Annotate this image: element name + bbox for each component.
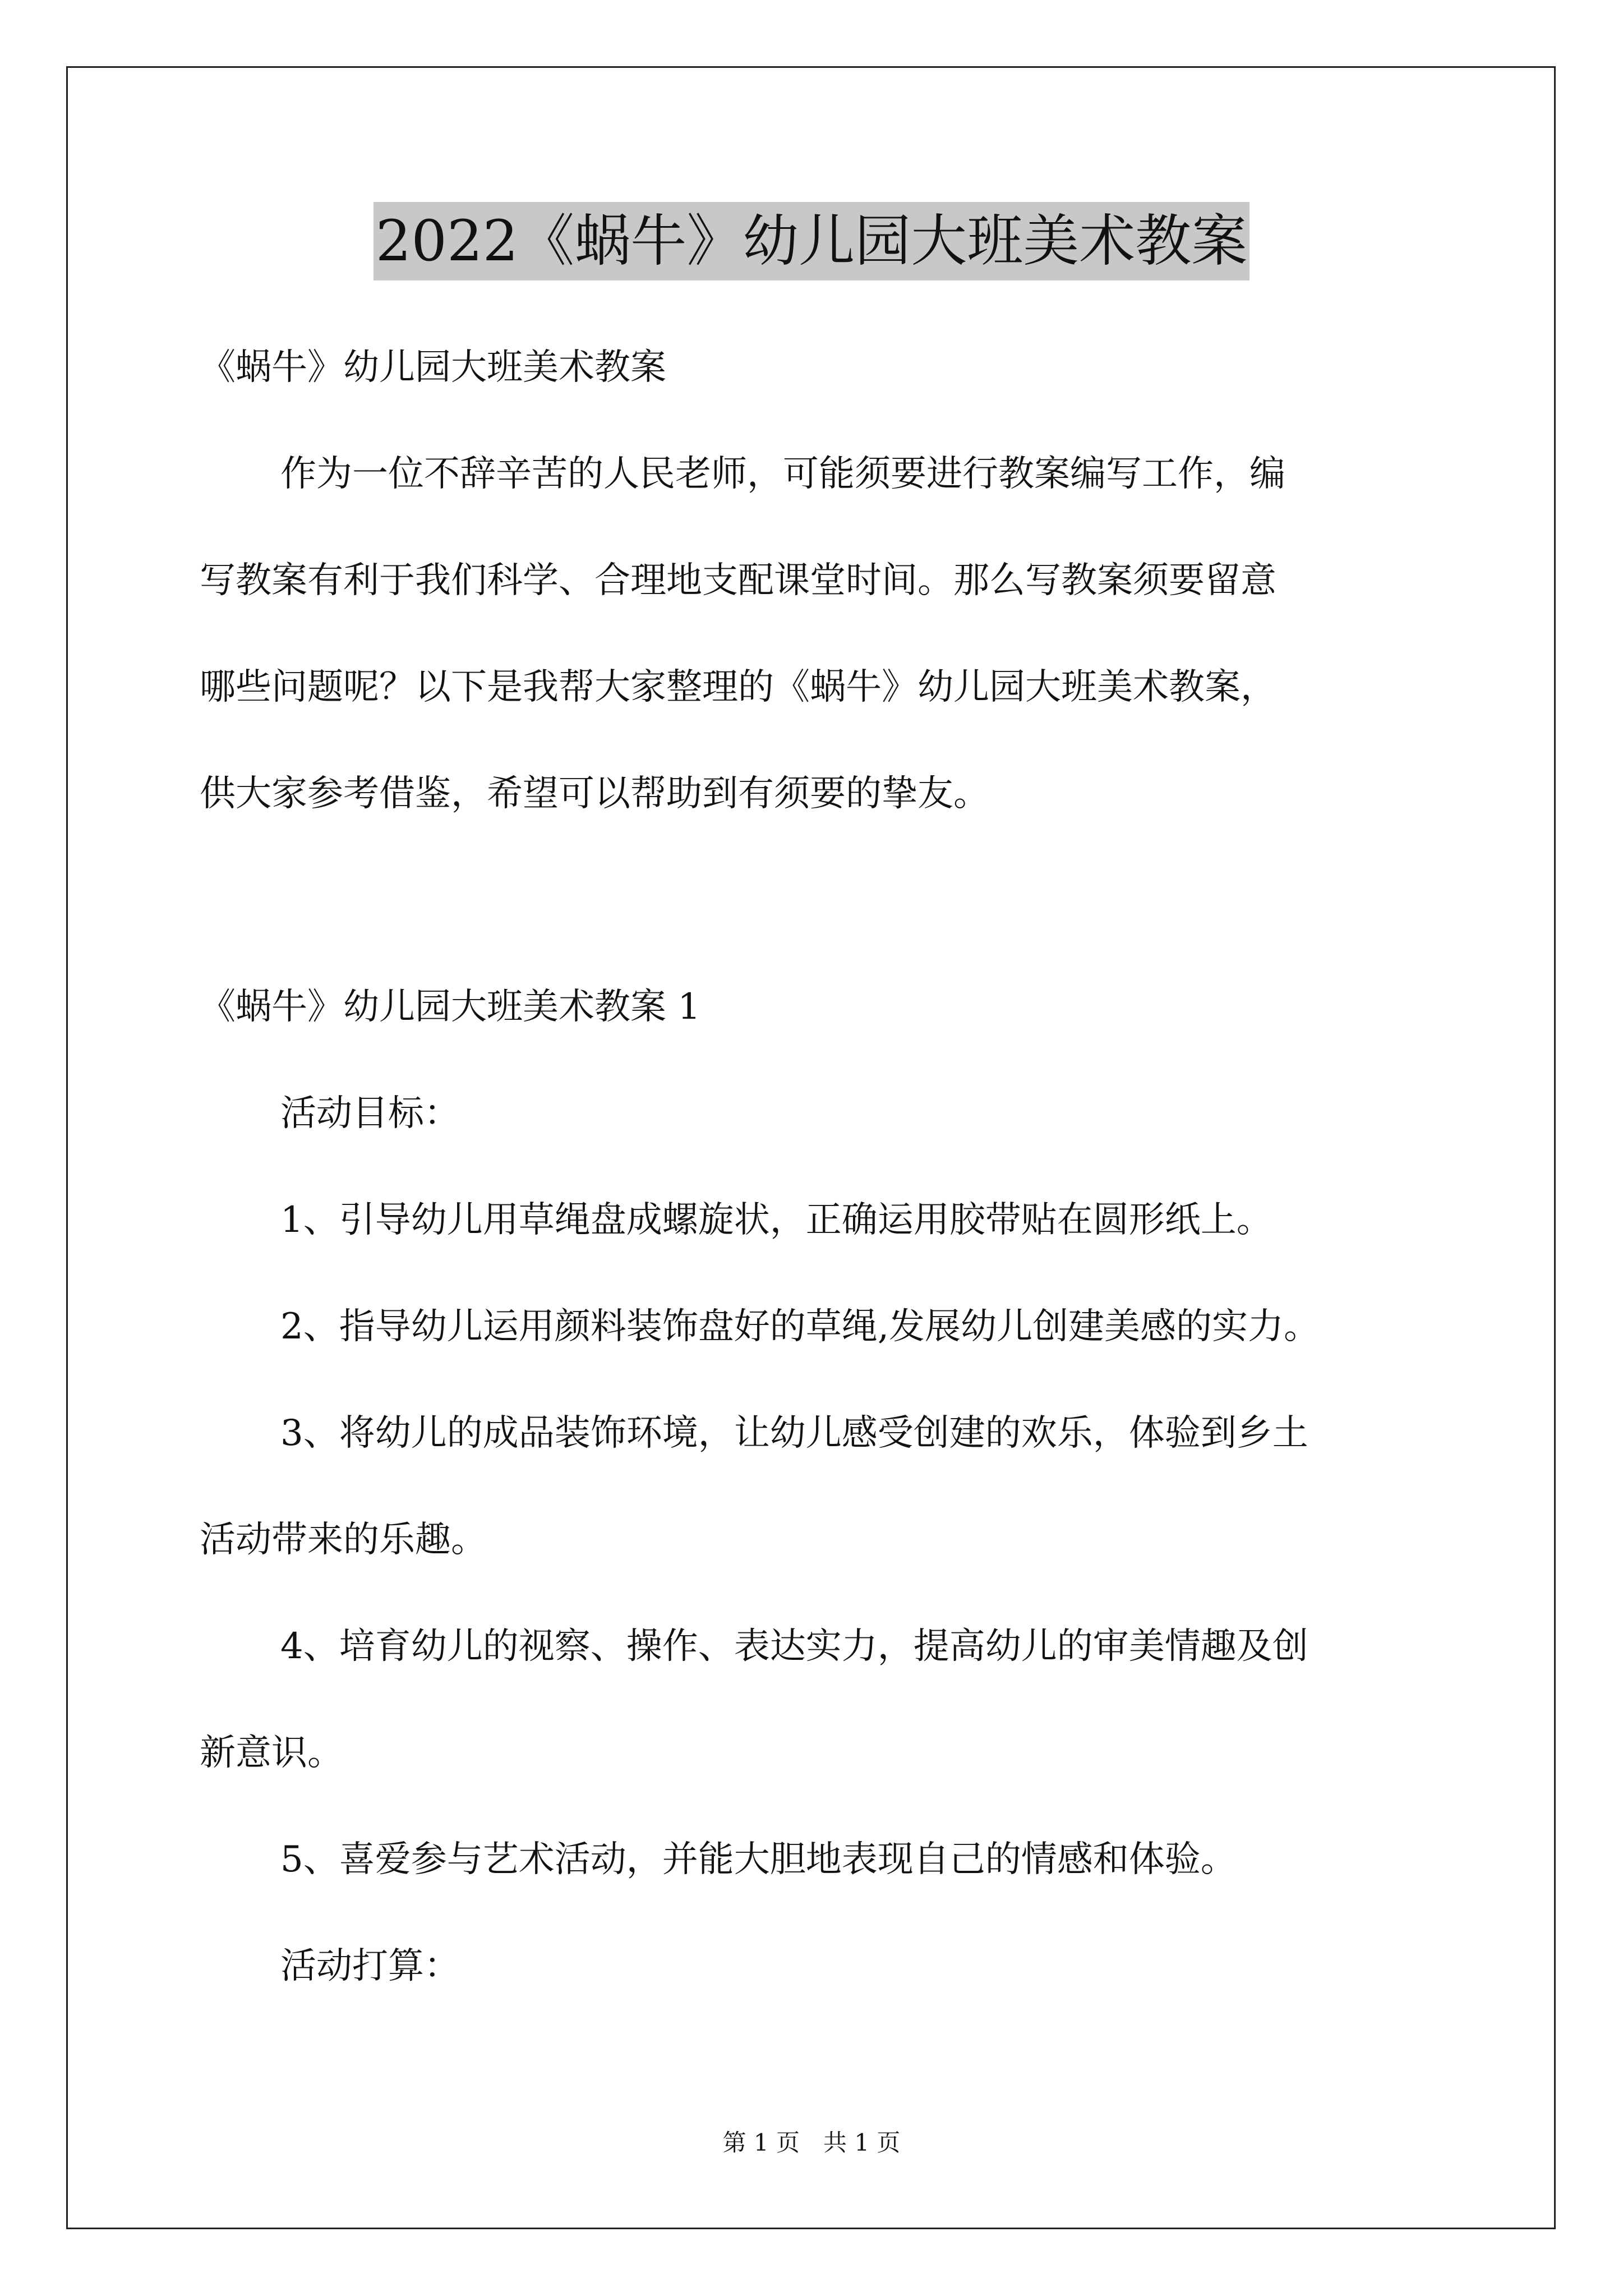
goals-heading: 活动目标：: [280, 1093, 460, 1134]
goal-line-2: 2、指导幼儿运用颜料装饰盘好的草绳,发展幼儿创建美感的实力。: [280, 1306, 1320, 1347]
page-footer: 第 1 页 共 1 页: [722, 2129, 901, 2156]
title-area: [0, 202, 1623, 280]
goal-line-3: 3、将幼儿的成品装饰环境，让幼儿感受创建的欢乐，体验到乡土: [280, 1412, 1308, 1454]
prep-heading: 活动打算：: [280, 1945, 460, 1987]
goal-line-3-cont: 活动带来的乐趣。: [200, 1519, 487, 1561]
goal-line-4: 4、培育幼儿的视察、操作、表达实力，提高幼儿的审美情趣及创: [280, 1626, 1308, 1667]
document-body: [200, 314, 1433, 2019]
goal-line-4-cont: 新意识。: [200, 1732, 343, 1774]
subtitle: 《蜗牛》幼儿园大班美术教案: [200, 347, 666, 388]
goal-line-1: 1、引导幼儿用草绳盘成螺旋状，正确运用胶带贴在圆形纸上。: [280, 1199, 1272, 1241]
goal-line-5: 5、喜爱参与艺术活动，并能大胆地表现自己的情感和体验。: [280, 1839, 1237, 1880]
spacer: [200, 847, 1433, 954]
intro-line-3: 哪些问题呢？以下是我帮大家整理的《蜗牛》幼儿园大班美术教案，: [200, 666, 1276, 708]
intro-line-1: 作为一位不辞辛苦的人民老师，可能须要进行教案编写工作，编: [280, 453, 1285, 495]
document-title: 2022《蜗牛》幼儿园大班美术教案: [374, 202, 1250, 280]
section-heading: 《蜗牛》幼儿园大班美术教案 1: [200, 986, 701, 1028]
intro-line-4: 供大家参考借鉴，希望可以帮助到有须要的挚友。: [200, 773, 989, 815]
intro-line-2: 写教案有利于我们科学、合理地支配课堂时间。那么写教案须要留意: [200, 560, 1276, 601]
